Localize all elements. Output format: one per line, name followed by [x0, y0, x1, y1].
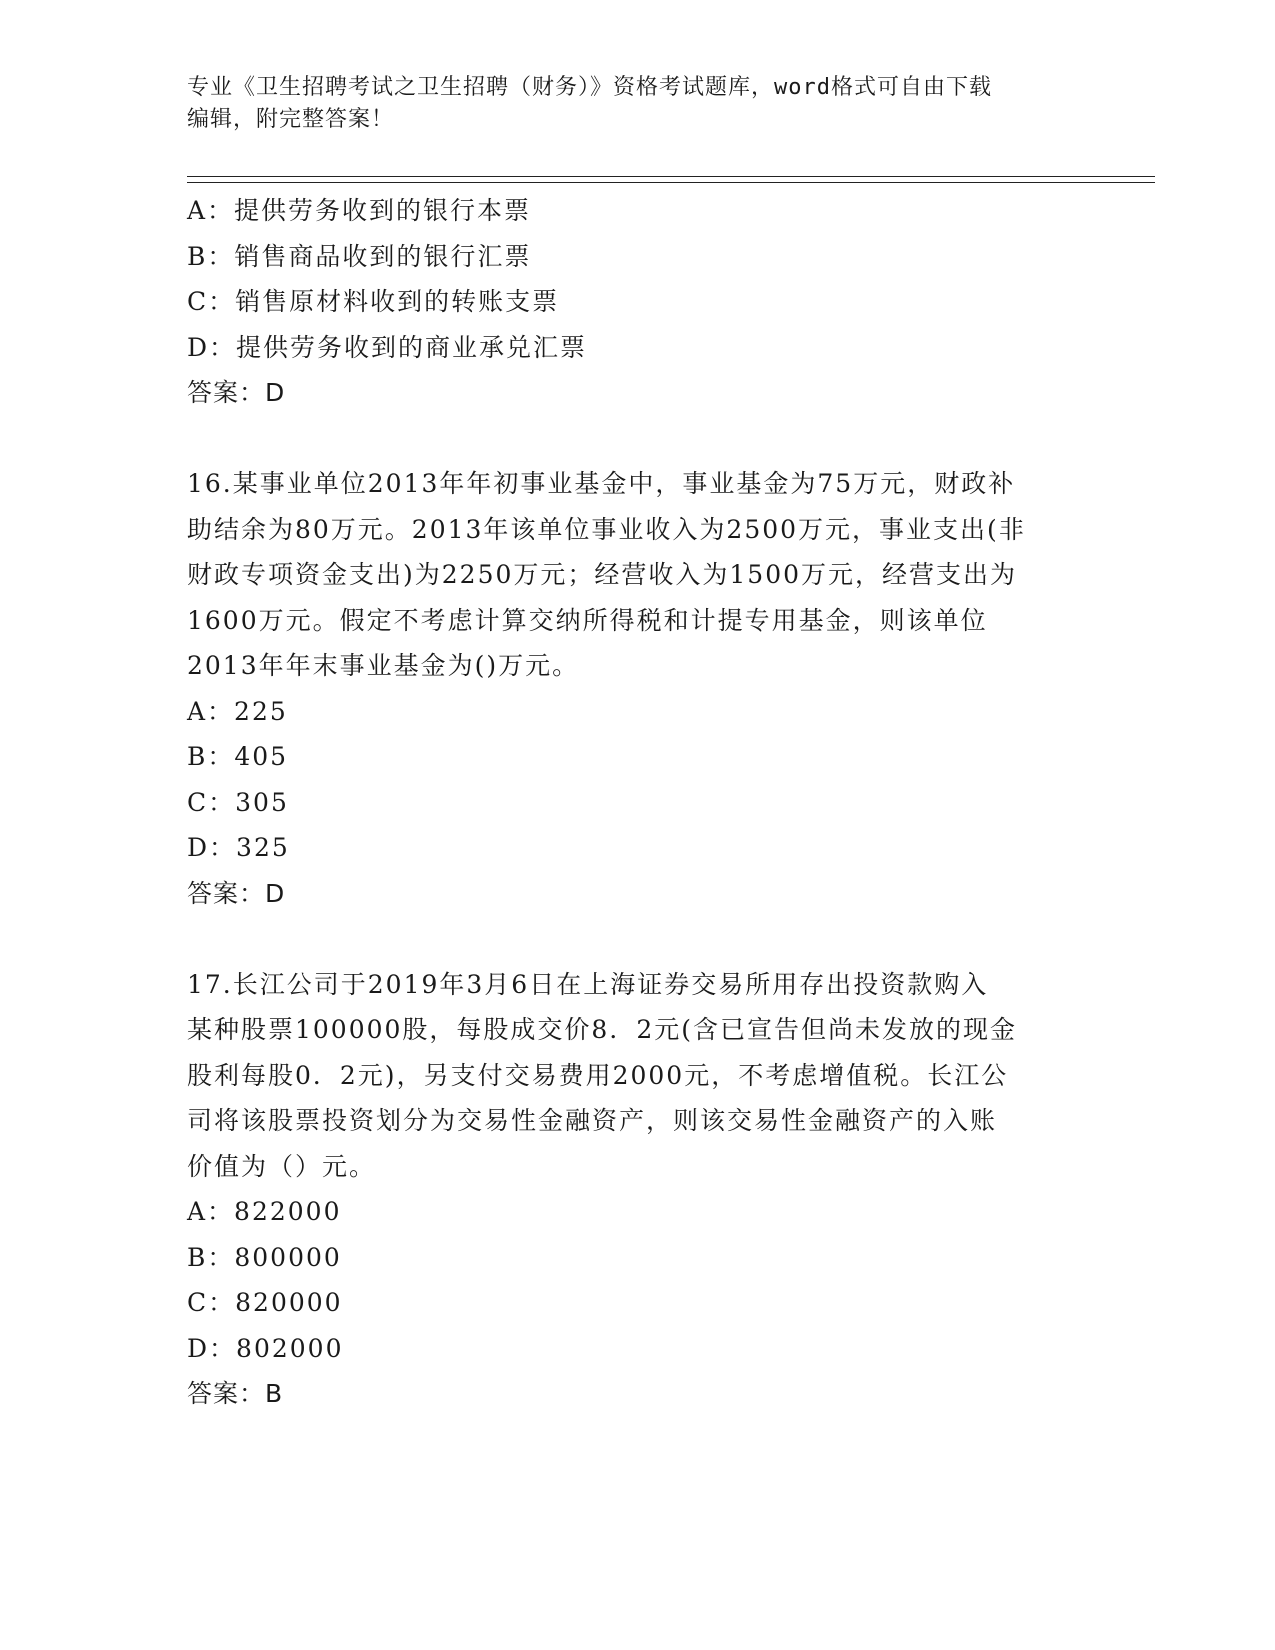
option-c: C：销售原材料收到的转账支票 — [187, 287, 560, 316]
option-c: C：820000 — [187, 1288, 343, 1317]
answer: 答案：D — [187, 378, 286, 407]
spacer — [187, 916, 1087, 962]
header-line-1: 专业《卫生招聘考试之卫生招聘（财务）》资格考试题库，word格式可自由下载 — [187, 75, 992, 100]
stem-line: 1600万元。假定不考虑计算交纳所得税和计提专用基金，则该单位 — [187, 605, 988, 635]
option-d: D：提供劳务收到的商业承兑汇票 — [187, 332, 588, 362]
stem-line: 17.长江公司于2019年3月6日在上海证券交易所用存出投资款购入 — [187, 969, 989, 999]
question-15 — [187, 188, 1087, 416]
stem-line: 某种股票100000股，每股成交价8．2元(含已宣告但尚未发放的现金 — [187, 1015, 1018, 1044]
stem-line: 16.某事业单位2013年年初事业基金中，事业基金为75万元，财政补 — [187, 469, 1016, 498]
question-stem — [187, 461, 1087, 689]
spacer — [187, 416, 1087, 462]
option-a: A：225 — [187, 696, 288, 726]
option-d: D：802000 — [187, 1333, 344, 1363]
stem-line: 2013年年末事业基金为()万元。 — [187, 651, 580, 680]
question-stem — [187, 962, 1087, 1190]
header-divider-bottom — [187, 182, 1155, 183]
option-a: A：822000 — [187, 1197, 342, 1226]
stem-line: 司将该股票投资划分为交易性金融资产，则该交易性金融资产的入账 — [187, 1106, 998, 1135]
option-a: A：提供劳务收到的银行本票 — [187, 196, 532, 225]
answer: 答案：B — [187, 1379, 284, 1408]
document-header — [187, 72, 1067, 136]
stem-line: 价值为（）元。 — [187, 1151, 377, 1181]
question-list — [187, 188, 1087, 1417]
stem-line: 财政专项资金支出)为2250万元；经营收入为1500万元，经营支出为 — [187, 560, 1018, 589]
option-b: B：销售商品收到的银行汇票 — [187, 241, 532, 271]
option-d: D：325 — [187, 833, 290, 862]
header-line-2: 编辑，附完整答案！ — [187, 107, 395, 132]
question-16 — [187, 461, 1087, 916]
stem-line: 助结余为80万元。2013年该单位事业收入为2500万元，事业支出(非 — [187, 514, 1026, 544]
answer: 答案：D — [187, 878, 286, 908]
option-c: C：305 — [187, 787, 289, 817]
stem-line: 股利每股0．2元)，另支付交易费用2000元，不考虑增值税。长江公 — [187, 1060, 1009, 1090]
question-17 — [187, 962, 1087, 1417]
option-b: B：800000 — [187, 1242, 342, 1272]
header-divider-top — [187, 176, 1155, 177]
option-b: B：405 — [187, 742, 289, 771]
